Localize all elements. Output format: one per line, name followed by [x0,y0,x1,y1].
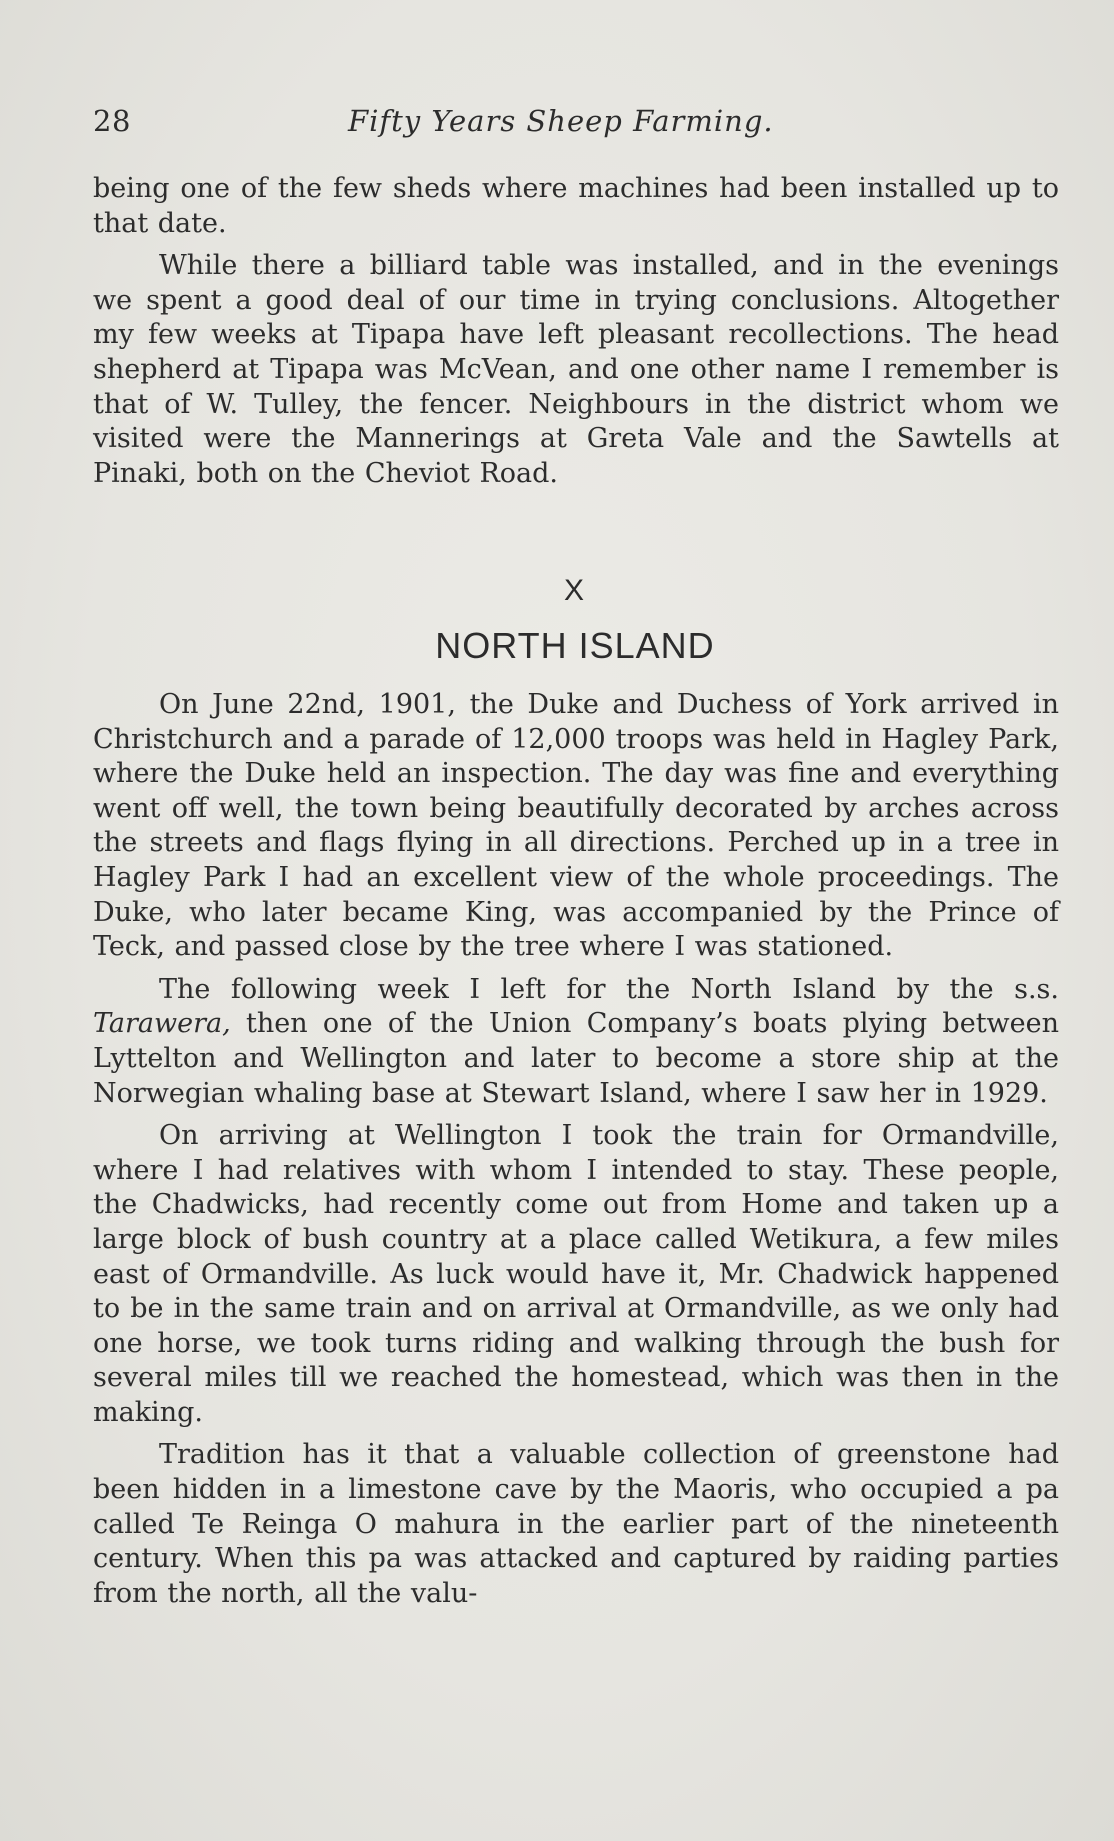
page-header [93,104,1063,144]
paragraph: Tradition has it that a valuable collection of greenstone had been hidden in a limestone cave by the Maoris, who occupied a pa called Te Reinga O mahura in the earlier part of the nineteenth century. When this pa was attacked and captured by raiding parties from the north, all the valu- [93,1439,1059,1609]
paragraph-text: then one of the Union Company’s boats plying between Lyttelton and Wellington and later to become a store ship at the Norwegian whaling base at Stewart Island, where I saw her in 1929. [93,1008,1059,1109]
chapter-body [93,688,1059,1619]
chapter-title: NORTH ISLAND [435,625,715,666]
paragraph-text: The following week I left for the North Island by the s.s. [159,973,1059,1005]
intro-text [93,172,1059,499]
paragraph: being one of the few sheds where machines had been installed up to that date. [93,173,1059,239]
paragraph: On June 22nd, 1901, the Duke and Duchess of York arrived in Christchurch and a parade of 12,000 troops was held in Hagley Park, where the Duke held an inspection. The day was fine and everything went off well, the town being beautifully decorated by arches across the streets and flags flying in all directions. Perched up in a tree in Hagley Park I had an excellent view of the whole proceedings. The Duke, who later became King, was accompanied by the Prince of Teck, and passed close by the tree where I was stationed. [93,689,1059,963]
page-number: 28 [93,104,131,138]
running-title: Fifty Years Sheep Farming. [348,104,774,138]
chapter-number: X [563,574,586,607]
paragraph: On arriving at Wellington I took the train for Ormandville, where I had relatives with whom I intended to stay. These people, the Chadwicks, had recently come out from Home and taken up a large block of bush country at a place called Wetikura, a few miles east of Ormandville. As luck would have it, Mr. Chadwick happened to be in the same train and on arrival at Ormandville, as we only had one horse, we took turns riding and walking through the bush for several miles till we reached the homestead, which was then in the making. [93,1120,1059,1428]
paragraph-ship-voyage [93,973,1059,1111]
paragraph: While there a billiard table was installed, and in the evenings we spent a good deal of our time in trying conclusions. Altogether my few weeks at Tipapa have left pleasant recollections. The head shepherd at Tipapa was McVean, and one other name I remember is that of W. Tulley, the fencer. Neighbours in the district whom we visited were the Mannerings at Greta Vale and the Sawtells at Pinaki, both on the Cheviot Road. [93,250,1059,489]
ship-name: Tarawera, [93,1008,231,1040]
